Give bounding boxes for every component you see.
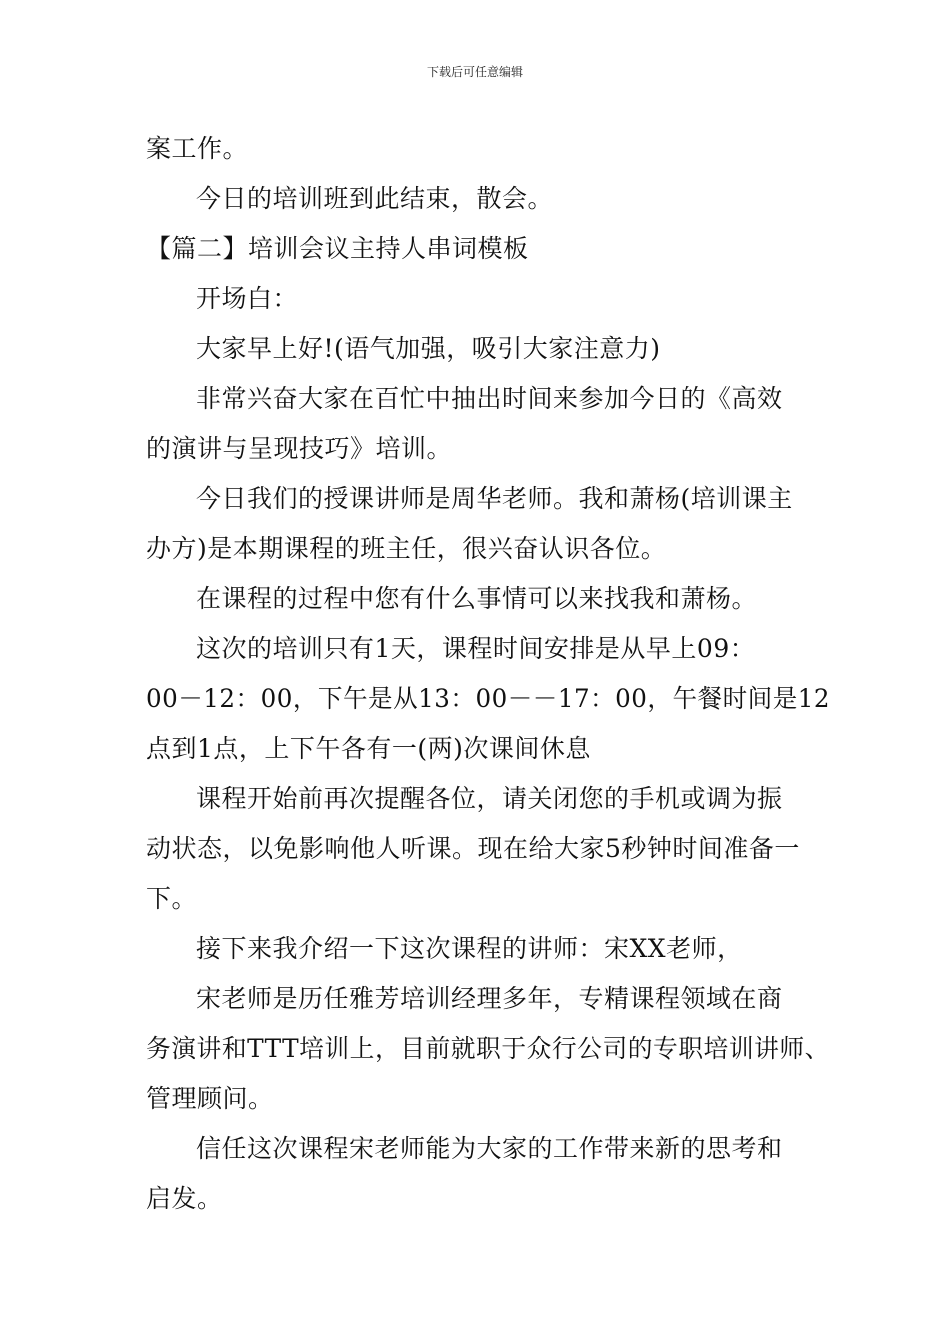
body-line: 非常兴奋大家在百忙中抽出时间来参加今日的《高效 (196, 384, 783, 413)
body-line: 动状态，以免影响他人听课。现在给大家5秒钟时间准备一 (146, 834, 800, 863)
body-line: 的演讲与呈现技巧》培训。 (146, 434, 453, 463)
body-line: 在课程的过程中您有什么事情可以来找我和萧杨。 (196, 584, 758, 613)
body-line: 启发。 (146, 1184, 223, 1213)
body-line: 课程开始前再次提醒各位，请关闭您的手机或调为振 (196, 784, 783, 813)
body-line: 点到1点，上下午各有一(两)次课间休息 (146, 734, 591, 763)
body-line: 今日我们的授课讲师是周华老师。我和萧杨(培训课主 (196, 484, 793, 513)
body-line: 办方)是本期课程的班主任，很兴奋认识各位。 (146, 534, 667, 563)
body-line: 信任这次课程宋老师能为大家的工作带来新的思考和 (196, 1134, 783, 1163)
body-line: 案工作。 (146, 134, 249, 163)
body-line: 大家早上好!(语气加强，吸引大家注意力) (196, 334, 661, 363)
body-line: 这次的培训只有1天，课程时间安排是从早上09： (196, 634, 756, 663)
page-header: 下载后可任意编辑 (426, 65, 523, 79)
body-line: 务演讲和TTT培训上，目前就职于众行公司的专职培训讲师、 (146, 1034, 830, 1063)
body-line: 宋老师是历任雅芳培训经理多年，专精课程领域在商 (196, 984, 783, 1013)
body-line: 今日的培训班到此结束，散会。 (196, 184, 554, 213)
body-line: 00－12：00，下午是从13：00－－17：00，午餐时间是12 (146, 684, 831, 713)
body-line: 管理顾问。 (146, 1084, 274, 1113)
section-heading: 【篇二】培训会议主持人串词模板 (146, 234, 529, 263)
body-line: 接下来我介绍一下这次课程的讲师：宋XX老师， (196, 934, 743, 963)
body-line: 开场白： (196, 284, 299, 313)
body-line: 下。 (146, 884, 198, 913)
